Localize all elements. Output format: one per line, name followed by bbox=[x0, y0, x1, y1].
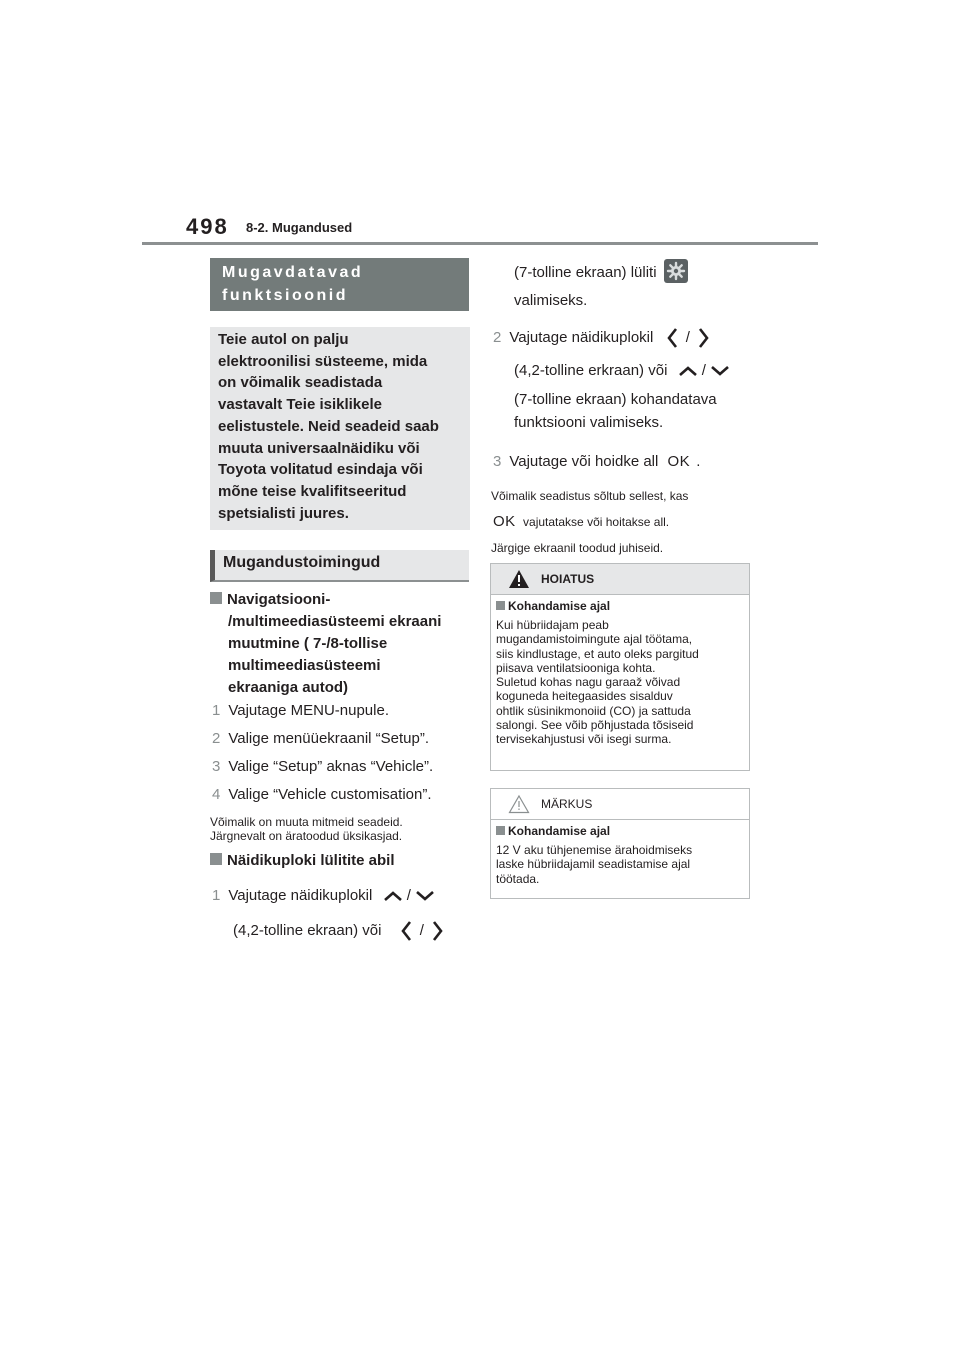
intro-line: on võimalik seadistada bbox=[218, 374, 383, 392]
warning-line: siis kindlustage, et auto oleks pargitud bbox=[496, 646, 699, 661]
customization-procedures-heading: Mugandustoimingud bbox=[210, 550, 469, 582]
square-bullet-icon bbox=[210, 853, 222, 865]
chevron-down-icon bbox=[415, 890, 435, 902]
item-title-line: ekraaniga autod) bbox=[228, 679, 349, 696]
setting-note: Järgige ekraanil toodud juhiseid. bbox=[491, 541, 664, 555]
warning-line: piisava ventilatsiooniga kohta. bbox=[496, 660, 656, 675]
item-title-line: Navigatsiooni- bbox=[227, 591, 331, 608]
notice-box bbox=[490, 788, 750, 899]
chevron-down-icon bbox=[710, 365, 730, 377]
warning-box bbox=[490, 563, 750, 771]
page-number: 498 bbox=[186, 214, 229, 239]
ok-button-glyph: OK bbox=[493, 513, 516, 530]
warning-line: salongi. See võib põhjustada tõsiseid bbox=[496, 718, 694, 733]
customizable-features-heading bbox=[210, 258, 469, 311]
step-continuation: (4,2-tolline ekraan) või / bbox=[233, 920, 444, 942]
setting-note: OK vajutatakse või hoitakse all. bbox=[493, 513, 670, 530]
notice-heading: Kohandamise ajal bbox=[496, 824, 744, 839]
warning-line: ohtlik süsinikmonoiid (CO) ja sattuda bbox=[496, 703, 691, 718]
warning-heading: Kohandamise ajal bbox=[496, 599, 744, 614]
notice-body bbox=[491, 820, 749, 890]
setting-note: Võimalik seadistus sõltub sellest, kas bbox=[491, 489, 689, 503]
nav-multimedia-item bbox=[210, 589, 472, 699]
intro-line: Teie autol on palju bbox=[218, 331, 349, 348]
square-bullet-icon bbox=[496, 601, 505, 610]
intro-line: mõne teise kvalifitseeritud bbox=[218, 482, 407, 500]
step-continuation: funktsiooni valimiseks. bbox=[514, 414, 664, 431]
warning-line: Kui hübriidajam peab bbox=[496, 618, 609, 632]
notice-header bbox=[491, 789, 749, 820]
heading-line: Mugavdatavad bbox=[222, 264, 364, 281]
step-continuation: (7-tolline ekraan) kohandatava bbox=[514, 391, 717, 408]
square-bullet-icon bbox=[210, 592, 222, 604]
warning-triangle-icon bbox=[508, 569, 530, 594]
settings-note: Võimalik on muuta mitmeid seadeid. Järgnevalt on äratoodud üksikasjad. bbox=[210, 815, 403, 843]
intro-line: muuta universaalnäidiku või bbox=[218, 439, 420, 457]
heading-line: funktsioonid bbox=[222, 287, 348, 304]
notice-title: MÄRKUS bbox=[541, 797, 593, 811]
square-bullet-icon bbox=[496, 826, 505, 835]
chevron-right-icon bbox=[698, 327, 710, 349]
ok-button-glyph: OK bbox=[667, 453, 691, 470]
step-item: 3 Vajutage või hoidke all OK . bbox=[493, 453, 701, 470]
warning-line: tervisekahjustusi või isegi surma. bbox=[496, 732, 672, 747]
notice-line: töötada. bbox=[496, 871, 540, 886]
gear-icon bbox=[664, 259, 688, 283]
section-title: 8-2. Mugandused bbox=[246, 220, 353, 235]
step-item: 2 Vajutage näidikuplokil / bbox=[493, 327, 710, 349]
chevron-up-icon bbox=[383, 890, 403, 902]
step-item: 2 Valige menüüekraanil “Setup”. bbox=[212, 730, 430, 747]
caution-triangle-outline-icon bbox=[508, 794, 530, 819]
chevron-left-icon bbox=[400, 920, 412, 942]
notice-line: 12 V aku tühjenemise ärahoidmiseks bbox=[496, 843, 693, 857]
warning-title: HOIATUS bbox=[541, 572, 595, 586]
chevron-left-icon bbox=[666, 327, 678, 349]
intro-box bbox=[210, 327, 470, 530]
step-continuation: (7-tolline ekraan) lüliti bbox=[514, 261, 688, 285]
item-title-line: multimeediasüsteemi bbox=[228, 657, 381, 674]
step-continuation: valimiseks. bbox=[514, 292, 588, 309]
intro-line: elektroonilisi süsteeme, mida bbox=[218, 352, 428, 370]
intro-line: spetsialisti juures. bbox=[218, 504, 349, 522]
intro-line: Toyota volitatud esindaja või bbox=[218, 461, 423, 479]
warning-header bbox=[491, 564, 749, 595]
step-item: 3 Valige “Setup” aknas “Vehicle”. bbox=[212, 758, 434, 775]
step-item: 1 Vajutage MENU-nupule. bbox=[212, 702, 389, 719]
notice-line: laske hübriidajamil seadistamise ajal bbox=[496, 857, 691, 872]
step-continuation: (4,2-tolline erkraan) või / bbox=[514, 360, 730, 382]
step-item: 1 Vajutage näidikuplokil / bbox=[212, 885, 435, 907]
chevron-up-icon bbox=[678, 365, 698, 377]
step-item: 4 Valige “Vehicle customisation”. bbox=[212, 786, 432, 803]
chevron-right-icon bbox=[432, 920, 444, 942]
warning-line: koguneda heitegaasides sisalduv bbox=[496, 689, 673, 704]
warning-body bbox=[491, 595, 749, 751]
header-rule bbox=[142, 242, 818, 245]
meter-switch-item: Näidikuploki lülitite abil bbox=[210, 850, 395, 872]
intro-line: vastavalt Teie isiklikele bbox=[218, 396, 382, 414]
warning-line: mugandamistoimingute ajal töötama, bbox=[496, 632, 693, 647]
item-title-line: /multimeediasüsteemi ekraani bbox=[228, 613, 442, 630]
warning-line: Suletud kohas nagu garaaž võivad bbox=[496, 675, 681, 690]
item-title-line: muutmine ( 7-/8-tollise bbox=[228, 635, 388, 652]
intro-line: eelistustele. Neid seadeid saab bbox=[218, 417, 439, 435]
